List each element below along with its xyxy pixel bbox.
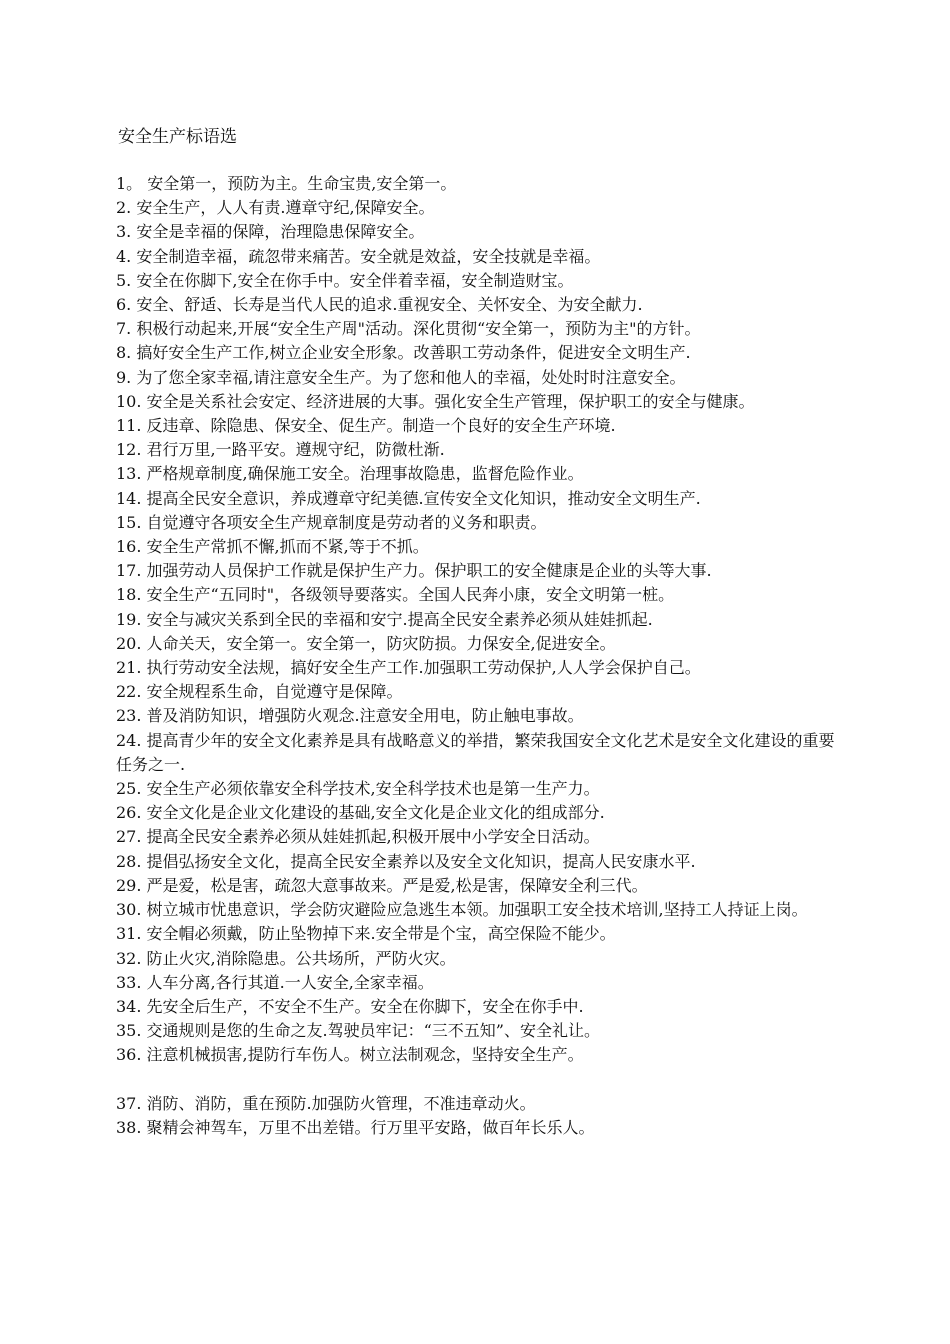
slogan-item: 25. 安全生产必须依靠安全科学技术,安全科学技术也是第一生产力。	[116, 779, 600, 799]
slogan-item: 8. 搞好安全生产工作,树立企业安全形象。改善职工劳动条件，促进安全文明生产.	[116, 343, 691, 363]
slogan-item: 34. 先安全后生产，不安全不生产。安全在你脚下，安全在你手中.	[116, 996, 584, 1016]
slogan-item: 20. 人命关天，安全第一。安全第一，防灾防损。力保安全,促进安全。	[116, 633, 616, 653]
slogan-item: 13. 严格规章制度,确保施工安全。治理事故隐患，监督危险作业。	[116, 464, 584, 484]
slogan-item: 3. 安全是幸福的保障，治理隐患保障安全。	[116, 222, 425, 242]
slogan-item: 32. 防止火灾,消除隐患。公共场所，严防火灾。	[116, 948, 456, 968]
slogan-item: 22. 安全规程系生命，自觉遵守是保障。	[116, 682, 403, 702]
slogan-item: 12. 君行万里,一路平安。遵规守纪，防微杜渐.	[116, 440, 445, 460]
slogan-item: 10. 安全是关系社会安定、经济进展的大事。强化安全生产管理，保护职工的安全与健康。	[116, 391, 755, 411]
slogan-item: 33. 人车分离,各行其道.一人安全,全家幸福。	[116, 972, 434, 992]
slogan-item: 19. 安全与减灾关系到全民的幸福和安宁.提高全民安全素养必须从娃娃抓起.	[116, 609, 653, 629]
slogan-list	[116, 172, 836, 1140]
slogan-item: 6. 安全、舒适、长寿是当代人民的追求.重视安全、关怀安全、为安全献力.	[116, 295, 643, 315]
slogan-item: 27. 提高全民安全素养必须从娃娃抓起,积极开展中小学安全日活动。	[116, 827, 600, 847]
slogan-item: 38. 聚精会神驾车，万里不出差错。行万里平安路，做百年长乐人。	[116, 1117, 595, 1137]
slogan-item: 7. 积极行动起来,开展“安全生产周"活动。深化贯彻“安全第一，预防为主"的方针。	[116, 319, 701, 339]
slogan-item: 30. 树立城市忧患意识，学会防灾避险应急逃生本领。加强职工安全技术培训,坚持工人持证上岗。	[116, 900, 808, 920]
slogan-item: 37. 消防、消防，重在预防.加强防火管理，不准违章动火。	[116, 1093, 536, 1113]
slogan-item: 5. 安全在你脚下,安全在你手中。安全伴着幸福，安全制造财宝。	[116, 270, 574, 290]
slogan-item: 2. 安全生产，人人有责.遵章守纪,保障安全。	[116, 198, 435, 218]
slogan-item: 17. 加强劳动人员保护工作就是保护生产力。保护职工的安全健康是企业的头等大事.	[116, 561, 712, 581]
slogan-item: 16. 安全生产常抓不懈,抓而不紧,等于不抓。	[116, 537, 429, 557]
slogan-item: 31. 安全帽必须戴，防止坠物掉下来.安全带是个宝，高空保险不能少。	[116, 924, 616, 944]
slogan-item: 15. 自觉遵守各项安全生产规章制度是劳动者的义务和职责。	[116, 512, 547, 532]
slogan-item: 23. 普及消防知识，增强防火观念.注意安全用电，防止触电事故。	[116, 706, 584, 726]
slogan-item: 26. 安全文化是企业文化建设的基础,安全文化是企业文化的组成部分.	[116, 803, 605, 823]
slogan-item: 4. 安全制造幸福，疏忽带来痛苦。安全就是效益，安全技就是幸福。	[116, 246, 601, 266]
slogan-item: 14. 提高全民安全意识，养成遵章守纪美德.宣传安全文化知识，推动安全文明生产.	[116, 488, 701, 508]
slogan-item: 18. 安全生产“五同时"，各级领导要落实。全国人民奔小康，安全文明第一桩。	[116, 585, 675, 605]
slogan-item: 11. 反违章、除隐患、保安全、促生产。制造一个良好的安全生产环境.	[116, 416, 616, 436]
slogan-item: 21. 执行劳动安全法规，搞好安全生产工作.加强职工劳动保护,人人学会保护自己。	[116, 658, 701, 678]
slogan-item: 24. 提高青少年的安全文化素养是具有战略意义的举措，繁荣我国安全文化艺术是安全文化建设的重要任务之一.	[116, 730, 835, 774]
slogan-item: 29. 严是爱，松是害，疏忽大意事故来。严是爱,松是害，保障安全利三代。	[116, 875, 648, 895]
document-title: 安全生产标语选	[118, 127, 237, 147]
slogan-item: 1。 安全第一，预防为主。生命宝贵,安全第一。	[116, 174, 457, 193]
slogan-item: 9. 为了您全家幸福,请注意安全生产。为了您和他人的幸福，处处时时注意安全。	[116, 367, 686, 387]
slogan-item: 28. 提倡弘扬安全文化，提高全民安全素养以及安全文化知识，提高人民安康水平.	[116, 851, 696, 871]
slogan-item: 35. 交通规则是您的生命之友.驾驶员牢记：“三不五知”、安全礼让。	[116, 1021, 600, 1041]
slogan-item: 36. 注意机械损害,提防行车伤人。树立法制观念，坚持安全生产。	[116, 1045, 584, 1065]
